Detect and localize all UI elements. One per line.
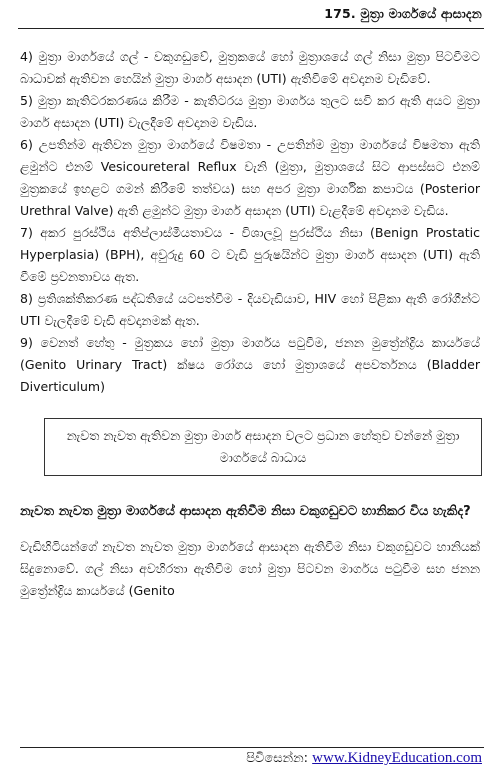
section-question: නැවත නැවත මුත්‍රා මාර්ගයේ ආසාදන ඇතිවීම නිසා වකුගඩුවට හානිකර විය හැකිද? <box>20 504 471 519</box>
footer <box>246 750 482 767</box>
list-item: 6) උපතින්ම ඇතිවන මුත්‍රා මාර්ගයේ විෂමතා - උපතින්ම මුත්‍රා මාර්ගයේ විෂමතා ඇති ළමුන්ට එනම් Vesicoureteral Reflux වැනි (මුත්‍රා, මුත්‍රාශයේ සිට ආපස්සට එනම් මුත්‍රකයේ ඉහළට ගමන් කිරීමේ තත්වය) සහ අපර මුත්‍රා මාර්ගික කපාටය (Posterior Urethral Valve) ඇති ළමුන්ට මුත්‍රා මාර්ග අසාදන (UTI) වැළදීමේ අවදානම වැඩිය. <box>20 137 480 218</box>
list-item: 9) වෙනත් හේතු - මුත්‍රකය හෝ මුත්‍රා මාර්ගය පටුවීම, ජනන මුත්‍රේන්ද්‍රිය කාර්යයේ (Genito Urinary Tract) ක්ෂය රෝගය හෝ මුත්‍රාශයේ අපවර්තනය (Bladder Diverticulum) <box>20 335 480 394</box>
page-header: 175. මුත්‍රා මාර්ගයේ ආසාදන <box>324 6 482 21</box>
list-item: 4) මුත්‍රා මාර්ගයේ ගල් - වකුගඩුවේ, මුත්‍රකයේ හෝ මුත්‍රාශයේ ගල් නිසා මුත්‍රා පිටවීමට බාධාවක් ඇතිවන හෙයින් මුත්‍රා මාර්ග අසාදන (UTI) ඇතිවීමේ අවදානම වැඩිවේ. <box>20 49 480 86</box>
footer-link[interactable]: www.KidneyEducation.com <box>312 750 482 766</box>
callout-box: නැවත නැවත ඇතිවන මුත්‍රා මාර්ග අසාදන වලට ප්‍රධාන හේතුව වන්නේ මුත්‍රා මාර්ගයේ බාධාය <box>44 418 482 476</box>
list-item: 8) ප්‍රතිශක්තිකරණ පද්ධතියේ යටපත්වීම - දියවැඩියාව, HIV හෝ පිළිකා ඇති රෝගීන්ට UTI වැලදීමේ වැඩි අවදානමක් ඇත. <box>20 291 480 328</box>
header-rule <box>18 28 484 29</box>
page-content <box>20 46 480 602</box>
footer-label: පිවිසෙන්න: <box>246 751 309 766</box>
footer-rule <box>20 747 484 748</box>
list-item: 7) අකර පුරස්ථිය අතිප්ලාස්මීයතාවය - විශාලවූ පුරස්ථිය නිසා (Benign Prostatic Hyperplasia) (BPH), අවුරුදු 60 ට වැඩි පුරුෂයින්ට මුත්‍රා මාර්ග අසාදන (UTI) ඇති වීමේ ප්‍රවනතාවය ඇත. <box>20 225 480 284</box>
list-item: 5) මුත්‍රා කැතිටරකරණය කිරීම - කැතිටරය මුත්‍රා මාර්ගය තුලට සවි කර ඇති අයට මුත්‍රා මාර්ග අසාදන (UTI) වැලදීමේ අවදානම වැඩිය. <box>20 93 480 130</box>
section-answer: වැඩිහිටියන්ගේ නැවත නැවත මුත්‍රා මාර්ගයේ ආසාදන ඇතිවීම නිසා වකුගඩුවට හානියක් සිදුනොවේ. ගල් නිසා අවහිරතා ඇතිවීම හෝ මුත්‍රා පිටවන මාර්ගය පටුවීම සහ ජනන මුත්‍රේන්ද්‍රිය කාර්යයේ (Genito <box>20 539 480 598</box>
